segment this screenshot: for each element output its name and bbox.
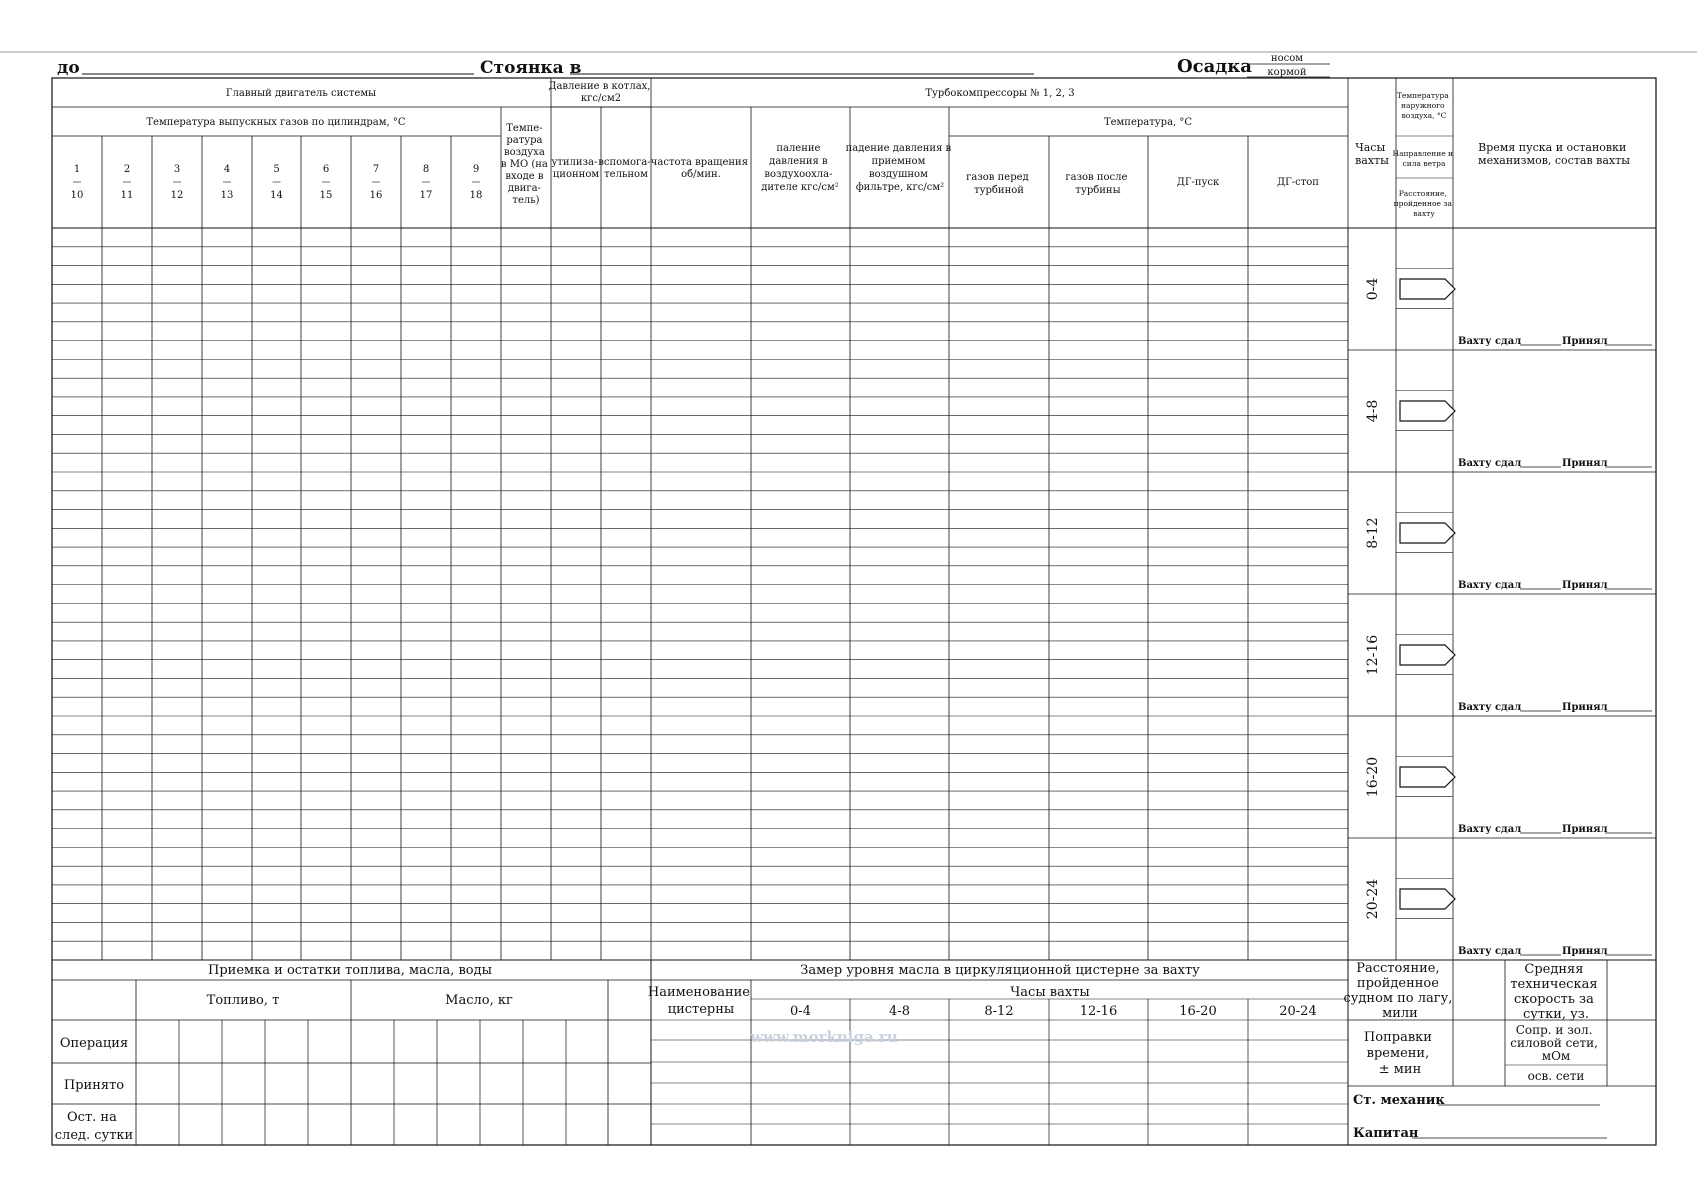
cylinder-number-top: 6 — [322, 164, 330, 175]
main-engine-heading: Главный двигатель системы — [225, 88, 377, 99]
cylinder-number-top: 8 — [422, 164, 430, 175]
oil-watch-hours-heading: Часы вахты — [1010, 985, 1090, 1000]
watch-period-label: 20-24 — [1365, 878, 1381, 920]
oil-heading: Масло, кг — [445, 993, 513, 1008]
watch-period-label: 4-8 — [1365, 399, 1381, 423]
captain-label: Капитан — [1353, 1126, 1419, 1141]
boiler-pressure-heading: Давление в котлах, кгс/см2 — [548, 81, 651, 104]
log-distance-label: Расстояние, пройденное судном по лагу, мили — [1343, 961, 1453, 1021]
accepted-label: Принял — [1562, 702, 1608, 713]
accepted-label: Принял — [1562, 458, 1608, 469]
lighting-label: осв. сети — [1527, 1069, 1585, 1083]
boiler-aux-heading: вспомога- тельном — [598, 157, 651, 180]
exhaust-temp-heading: Температура выпускных газов по цилиндрам, °С — [146, 117, 406, 128]
cylinder-number-top: 1 — [73, 164, 81, 175]
wind-arrow-icon — [1400, 523, 1455, 543]
accepted-label: Принял — [1562, 824, 1608, 835]
cylinder-number-top: 4 — [223, 164, 231, 175]
dg-stop-heading: ДГ-стоп — [1277, 177, 1319, 188]
cylinder-number-top: 5 — [273, 164, 280, 175]
watch-periods — [1348, 268, 1656, 957]
watch-period-label: 8-12 — [1365, 517, 1381, 549]
handed-over-label: Вахту сдал — [1458, 824, 1522, 835]
wind-arrow-icon — [1400, 401, 1455, 421]
oil-period-label: 20-24 — [1279, 1004, 1317, 1019]
cylinder-number-bottom: 12 — [170, 190, 184, 201]
received-label: Принято — [63, 1078, 125, 1093]
filter-drop-heading: падение давления в приемном воздушном фильтре, кгс/см² — [845, 143, 952, 193]
wind-heading: Направление и сила ветра — [1392, 149, 1454, 168]
tank-name-heading: Наименование цистерны — [647, 985, 750, 1017]
watch-period-label: 16-20 — [1365, 756, 1381, 798]
handed-over-label: Вахту сдал — [1458, 580, 1522, 591]
watch-hours-heading: Часы вахты — [1355, 141, 1389, 167]
cylinder-number-bottom: 15 — [319, 190, 333, 201]
wind-arrow-icon — [1400, 889, 1455, 909]
gas-after-heading: газов после турбины — [1065, 172, 1128, 196]
reception-title: Приемка и остатки топлива, масла, воды — [208, 963, 492, 978]
cylinder-number-bottom: 18 — [469, 190, 483, 201]
cylinder-number-top: 2 — [123, 164, 131, 175]
distance-heading: Расстояние, пройденное за вахту — [1393, 189, 1452, 218]
data-grid[interactable] — [52, 107, 1453, 960]
watermark: www.morkniga.ru — [750, 1028, 898, 1046]
oil-period-label: 4-8 — [889, 1004, 910, 1019]
temperature-heading: Температура, °С — [1103, 117, 1193, 128]
dg-start-heading: ДГ-пуск — [1176, 177, 1220, 188]
cylinder-number-top: 3 — [173, 164, 181, 175]
draft-label: Осадка — [1177, 56, 1252, 77]
oil-level-title: Замер уровня масла в циркуляционной цистерне за вахту — [800, 963, 1200, 978]
cylinder-number-bottom: 14 — [270, 190, 283, 201]
handed-over-label: Вахту сдал — [1458, 702, 1522, 713]
wind-arrow-icon — [1400, 767, 1455, 787]
cylinder-number-bottom: 13 — [220, 190, 234, 201]
operation-label: Операция — [59, 1036, 129, 1051]
boiler-util-heading: утилиза- ционном — [551, 157, 600, 180]
turbo-heading: Турбокомпрессоры № 1, 2, 3 — [925, 88, 1075, 99]
insulation-label: Сопр. и зол. силовой сети, мОм — [1510, 1023, 1598, 1063]
outside-temp-heading: Температура наружного воздуха, °С — [1396, 91, 1449, 120]
oil-period-label: 12-16 — [1079, 1004, 1118, 1019]
oil-period-label: 8-12 — [984, 1004, 1014, 1019]
watch-period-label: 0-4 — [1365, 277, 1381, 301]
rpm-heading: частота вращения об/мин. — [650, 157, 749, 180]
cylinder-number-top: 9 — [472, 164, 480, 175]
cooler-drop-heading: паление давления в воздухоохла- дителе кгс/см² — [761, 143, 839, 193]
remainder-label: Ост. на след. сутки — [54, 1110, 134, 1143]
accepted-label: Принял — [1562, 336, 1608, 347]
draft-bow-label: носом — [1270, 53, 1304, 64]
air-temp-heading: Темпе- ратура воздуха в МО (на входе в двига- тель) — [500, 123, 548, 206]
oil-period-label: 0-4 — [790, 1004, 811, 1019]
watch-period-label: 12-16 — [1365, 634, 1381, 676]
accepted-label: Принял — [1562, 580, 1608, 591]
handed-over-label: Вахту сдал — [1458, 336, 1522, 347]
mech-start-stop-heading: Время пуска и остановки механизмов, состав вахты — [1478, 141, 1630, 167]
cylinder-number-bottom: 10 — [70, 190, 84, 201]
cylinder-number-bottom: 17 — [419, 190, 433, 201]
to-label: до — [57, 58, 80, 78]
cylinder-number-bottom: 16 — [369, 190, 383, 201]
handed-over-label: Вахту сдал — [1458, 946, 1522, 957]
parking-label: Стоянка в — [480, 58, 582, 78]
wind-arrow-icon — [1400, 279, 1455, 299]
oil-period-label: 16-20 — [1179, 1004, 1217, 1019]
gas-before-heading: газов перед турбиной — [966, 172, 1029, 196]
cylinder-numbers — [71, 164, 483, 201]
fuel-heading: Топливо, т — [206, 993, 280, 1008]
time-corr-label: Поправки времени, ± мин — [1363, 1030, 1432, 1077]
cylinder-number-bottom: 11 — [120, 190, 134, 201]
draft-stern-label: кормой — [1267, 67, 1307, 78]
cylinder-number-top: 7 — [372, 164, 380, 175]
avg-speed-label: Средняя техническая скорость за сутки, уз. — [1510, 962, 1598, 1022]
chief-engineer-label: Ст. механик — [1353, 1093, 1445, 1108]
handed-over-label: Вахту сдал — [1458, 458, 1522, 469]
accepted-label: Принял — [1562, 946, 1608, 957]
wind-arrow-icon — [1400, 645, 1455, 665]
